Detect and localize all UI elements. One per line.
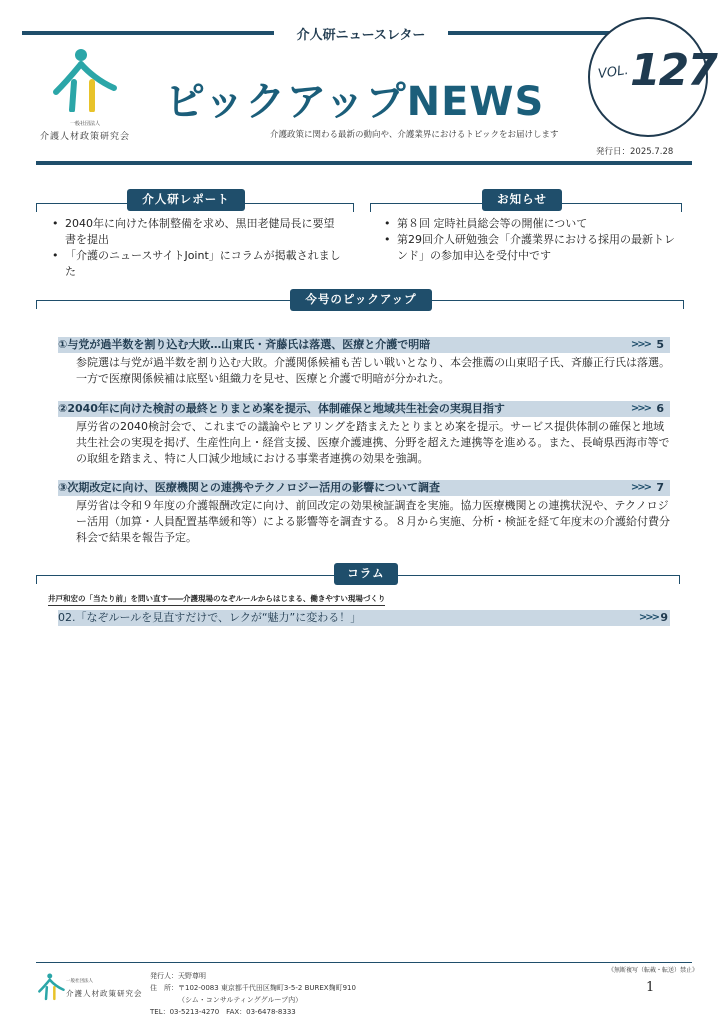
report-item: • 2040年に向けた体制整備を求め、黒田老健局長に要望書を提出 <box>52 216 344 248</box>
footer-address-note: （シム・コンサルティンググループ内） <box>178 996 303 1004</box>
pickup-item-header[interactable] <box>58 337 670 353</box>
header-divider <box>36 161 692 165</box>
pickup-item <box>58 401 670 467</box>
page-subtitle: 介護政策に関わる最新の動向や、介護業界におけるトピックをお届けします <box>270 130 559 140</box>
pickup-item-title: ①与党が過半数を割り込む大敗…山東氏・斉藤氏は落選、医療と介護で明暗 <box>58 338 431 351</box>
footer-logo-name: 介護人材政策研究会 <box>66 989 143 998</box>
page-title: ピックアップNEWS <box>165 79 545 125</box>
footer-publisher: 発行人：天野尊明 <box>150 972 206 980</box>
pickup-item-header[interactable] <box>58 480 670 496</box>
newsletter-label: 介人研ニュースレター <box>296 28 426 43</box>
issue-date: 発行日：2025.7.28 <box>596 147 674 157</box>
pickup-item <box>58 480 670 546</box>
footer-logo-icon <box>36 970 66 1002</box>
report-label: 介人研レポート <box>127 189 245 211</box>
column-entry-title: 02.「なぞルールを見直すだけで、レクが“魅力”に変わる！」 <box>58 611 362 624</box>
notice-item: • 第８回 定時社員総会等の開催について <box>384 216 680 232</box>
footer-logo-small-text: 一般社団法人 <box>66 979 93 984</box>
footer-address: 住 所：〒102-0083 東京都千代田区麹町3-5-2 BUREX麹町910 <box>150 984 356 992</box>
notice-list <box>384 216 680 264</box>
pickup-label: 今号のピックアップ <box>290 289 432 311</box>
header-rule-left <box>22 31 274 35</box>
chevron-right-icon: >>> <box>630 482 650 493</box>
footer-contact: TEL：03-5213-4270 FAX：03-6478-8333 <box>150 1008 296 1016</box>
pickup-item-body: 参院選は与党が過半数を割り込む大敗。介護関係候補も苦しい戦いとなり、本会推薦の山東昭子氏、斉藤正行氏は落選。一方で医療関係候補は底堅い組織力を見せ、医療と介護で明暗が分かれた。 <box>76 356 670 385</box>
chevron-right-icon: >>> <box>638 612 658 623</box>
notice-label: お知らせ <box>482 189 562 211</box>
page-number: 1 <box>646 980 655 995</box>
volume-label: VOL. <box>597 62 630 83</box>
volume-number: 127 <box>630 45 716 96</box>
report-list <box>52 216 344 280</box>
pickup-item-title: ③次期改定に向け、医療機関との連携やテクノロジー活用の影響について調査 <box>58 481 440 494</box>
pickup-item-header[interactable] <box>58 401 670 417</box>
column-entry-page: 9 <box>660 611 668 624</box>
pickup-item-page: 5 <box>656 338 664 351</box>
column-label: コラム <box>334 563 398 585</box>
header-rule-right <box>448 31 620 35</box>
volume-badge <box>588 17 716 137</box>
pickup-item-page: 6 <box>656 402 664 415</box>
pickup-item-body: 厚労省は令和９年度の介護報酬改定に向け、前回改定の効果検証調査を実施。協力医療機関との連携状況や、テクノロジー活用（加算・人員配置基準緩和等）による影響等を調査する。８月から実施、分析・検証を経て年度末の介護給付費分科会で結果を報告予定。 <box>76 499 670 544</box>
notice-item: • 第29回介人研勉強会「介護業界における採用の最新トレンド」の参加申込を受付中です <box>384 232 680 264</box>
footer-info <box>150 970 356 1018</box>
footer-divider <box>36 962 692 963</box>
chevron-right-icon: >>> <box>630 403 650 414</box>
logo-name: 介護人材政策研究会 <box>40 132 131 142</box>
logo <box>40 46 130 142</box>
pickup-item-title: ②2040年に向けた検討の最終とりまとめ案を提示、体制確保と地域共生社会の実現目指す <box>58 402 505 415</box>
logo-small-text: 一般社団法人 <box>69 121 100 127</box>
pickup-item <box>58 337 670 387</box>
column-series-title: 井戸和宏の「当たり前」を問い直す――介護現場のなぞルールからはじまる、働きやすい現場づくり <box>48 593 385 606</box>
column-entry[interactable] <box>58 610 670 626</box>
footer-copyright: 《無断複写（転載・転送）禁止》 <box>608 967 699 974</box>
pickup-item-page: 7 <box>656 481 664 494</box>
logo-mark-icon <box>48 46 120 112</box>
pickup-item-body: 厚労省の2040検討会で、これまでの議論やヒアリングを踏まえたとりまとめ案を提示。サービス提供体制の確保と地域共生社会の実現を掲げ、生産性向上・経営支援、医療介護連携、分野を超えた連携等を進める。また、長崎県西海市等での取組を踏まえ、特に人口減少地域における事業者連携の効果を強調。 <box>76 420 670 465</box>
report-item: • 「介護のニュースサイトJoint」にコラムが掲載されました <box>52 248 344 280</box>
chevron-right-icon: >>> <box>630 339 650 350</box>
